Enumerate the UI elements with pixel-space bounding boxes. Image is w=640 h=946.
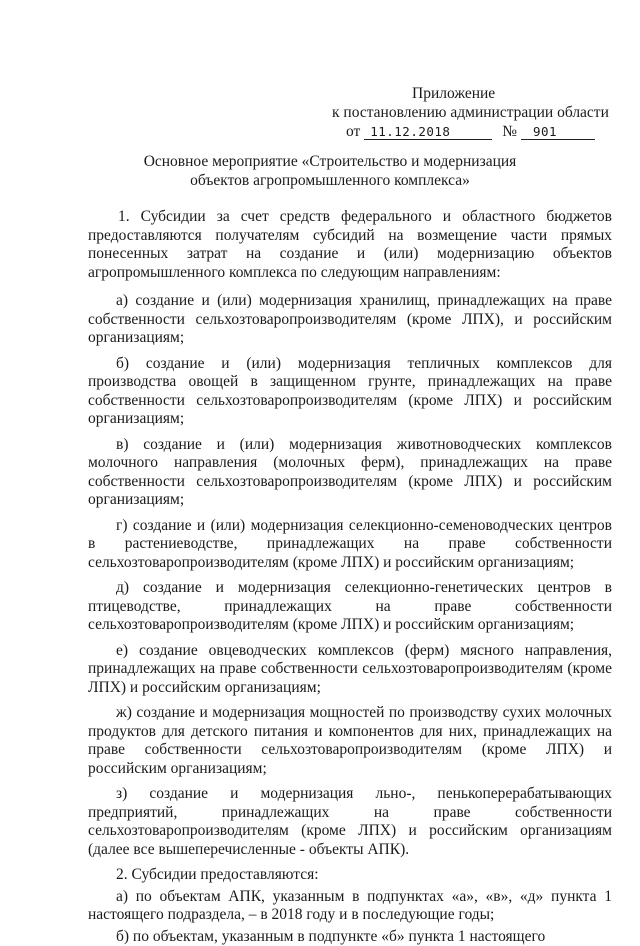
paragraph-2-subitem-b: б) по объектам, указанным в подпункте «б» пункта 1 настоящего [88, 928, 612, 946]
title-line-2: объектов агропромышленного комплекса» [120, 171, 540, 190]
appendix-date-number [320, 122, 610, 141]
subitem-b: б) создание и (или) модернизация тепличных комплексов для производства овощей в защищенном грунте, принадлежащих на праве собственности сельхозтоваропроизводителям (кроме ЛПХ) и российским организациям; [88, 355, 612, 429]
appendix-reference: к постановлению администрации области [320, 103, 610, 122]
appendix-title: Приложение [320, 84, 610, 103]
subitem-d: д) создание и модернизация селекционно-генетических центров в птицеводстве, принадлежащих на праве собственности сельхозтоваропроизводителям (кроме ЛПХ) и российским организациям; [88, 579, 612, 635]
subitem-zh: ж) создание и модернизация мощностей по производству сухих молочных продуктов для детского питания и компонентов для них, принадлежащих на праве собственности сельхозтоваропроизводителям (кроме ЛПХ) и российским организациям; [88, 704, 612, 778]
paragraph-1: 1. Субсидии за счет средств федерального и областного бюджетов предоставляются получателям субсидий на возмещение части прямых понесенных затрат на создание и (или) модернизацию объектов агропромышленного комплекса по следующим направлениям: [88, 208, 612, 282]
subitem-a: а) создание и (или) модернизация хранилищ, принадлежащих на праве собственности сельхозтоваропроизводителям (кроме ЛПХ), и российским организациям; [88, 292, 612, 348]
title-line-1: Основное мероприятие «Строительство и модернизация [120, 152, 540, 171]
date-prefix: от [346, 123, 360, 140]
resolution-date: 11.12.2018 [364, 124, 492, 140]
document-body [88, 208, 612, 946]
document-title [120, 152, 540, 190]
subitem-z: з) создание и модернизация льно-, пенькоперерабатывающих предприятий, принадлежащих на праве собственности сельхозтоваропроизводителям (кроме ЛПХ) и российским организациям (далее все вышеперечисленные - объекты АПК). [88, 785, 612, 859]
resolution-number: 901 [521, 124, 595, 140]
subitem-e: е) создание овцеводческих комплексов (ферм) мясного направления, принадлежащих на праве собственности сельхозтоваропроизводителям (кроме ЛПХ) и российским организациям; [88, 642, 612, 698]
appendix-header [320, 84, 610, 141]
subitem-g: г) создание и (или) модернизация селекционно-семеноводческих центров в растениеводстве, принадлежащих на праве собственности сельхозтоваропроизводителям (кроме ЛПХ) и российским организациям; [88, 517, 612, 573]
subitem-v: в) создание и (или) модернизация животноводческих комплексов молочного направления (молочных ферм), принадлежащих на праве собственности сельхозтоваропроизводителям (кроме ЛПХ) и российским организациям; [88, 436, 612, 510]
number-label: № [492, 123, 521, 140]
paragraph-2: 2. Субсидии предоставляются: [88, 866, 612, 885]
paragraph-2-subitem-a: а) по объектам АПК, указанным в подпунктах «а», «в», «д» пункта 1 настоящего подраздела, – в 2018 году и в последующие годы; [88, 888, 612, 925]
